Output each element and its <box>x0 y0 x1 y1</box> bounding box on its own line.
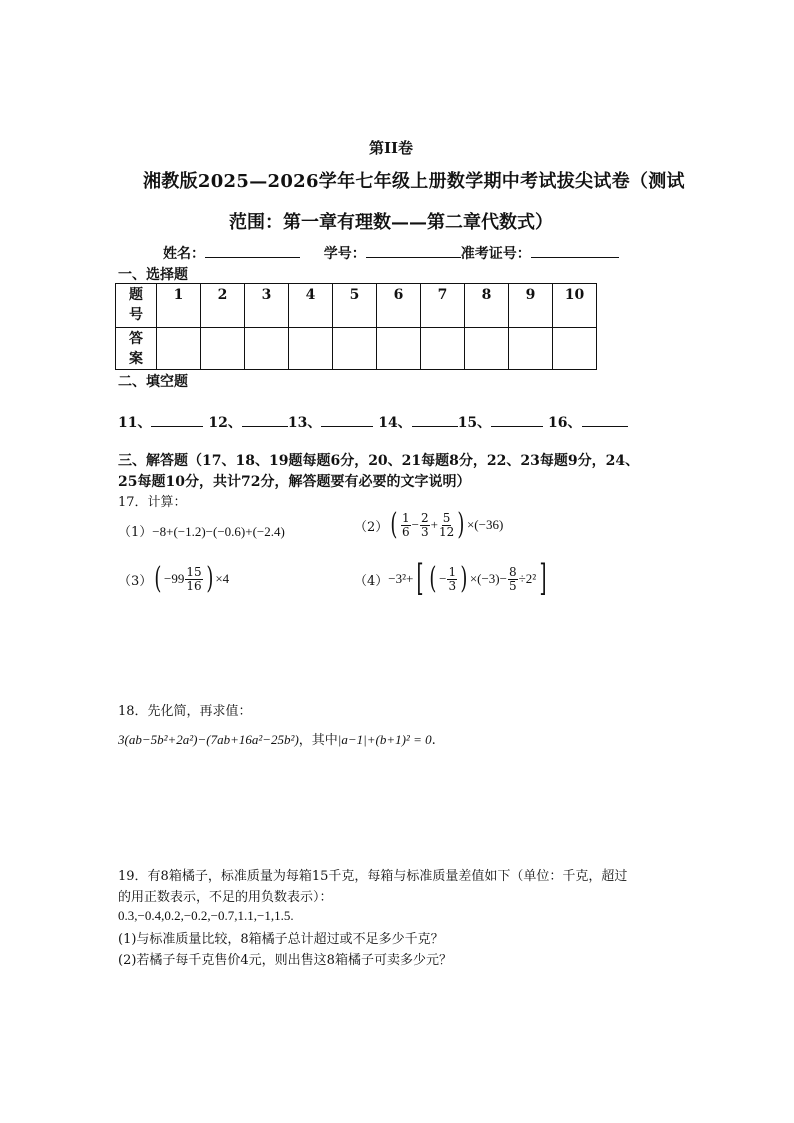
q19-sub-1: (1)与标准质量比较，8箱橘子总计超过或不足多少千克？ <box>118 932 444 947</box>
answer-cell[interactable] <box>333 328 377 370</box>
blank-label: 15、 <box>457 415 492 431</box>
q17-part-1 <box>118 521 285 540</box>
operator: − <box>411 517 419 532</box>
bracket-open: [ <box>416 558 424 599</box>
fraction: $\frac{2}{3}$ <box>420 510 429 539</box>
answer-cell[interactable] <box>245 328 289 370</box>
fraction: $\frac{1}{6}$ <box>402 510 410 539</box>
name-label: 姓名： <box>163 246 205 262</box>
q18-period: . <box>431 733 436 748</box>
operator: − <box>439 571 447 586</box>
q17-part-4 <box>354 558 550 599</box>
section-3-title-line-2: 25每题10分，共计72分，解答题要有必要的文字说明） <box>118 474 471 490</box>
question-number: 1 <box>157 284 201 328</box>
answer-cell[interactable] <box>553 328 597 370</box>
expression: −8+(−1.2)−(−0.6)+(−2.4) <box>152 524 285 539</box>
expression-head: −3²+ <box>388 571 414 586</box>
table-row <box>116 284 597 328</box>
blank-label: 11、 <box>118 415 152 431</box>
exam-no-label: 准考证号： <box>460 246 531 262</box>
q19-data: 0.3,−0.4,0.2,−0.2,−0.7,1.1,−1,1.5. <box>118 908 294 923</box>
blank-13[interactable] <box>321 412 373 427</box>
part-label: （2） <box>354 519 389 535</box>
blank-label: 16、 <box>548 415 582 431</box>
question-number: 9 <box>509 284 553 328</box>
expression-tail: ÷2² <box>518 571 537 586</box>
expression-tail: ×4 <box>215 571 230 586</box>
question-number: 6 <box>377 284 421 328</box>
q19-line-2: 的用正数表示，不足的用负数表示）： <box>118 890 333 905</box>
student-id-label: 学号： <box>323 246 366 262</box>
title-line-2: 范围：第一章有理数——第二章代数式） <box>229 212 553 233</box>
answer-cell[interactable] <box>289 328 333 370</box>
blank-label: 12、 <box>208 415 242 431</box>
question-number: 7 <box>421 284 465 328</box>
fraction: $\frac{1}{3}$ <box>448 564 457 593</box>
expression-tail: ×(−36) <box>466 517 504 532</box>
q18-condition-text: ，其中 <box>298 733 338 748</box>
blank-label: 13、 <box>287 415 322 431</box>
section-3-title-line-1: 三、解答题（17、18、19题每题6分，20、21每题8分，22、23每题9分，24、 <box>118 453 640 469</box>
paren-open: ( <box>429 561 437 596</box>
table-row <box>116 328 597 370</box>
part-label: （4） <box>354 573 389 589</box>
q18-label: 18．先化简，再求值： <box>118 704 252 719</box>
operator: + <box>430 517 438 532</box>
answer-cell[interactable] <box>421 328 465 370</box>
q17-label: 17．计算： <box>118 495 187 510</box>
blank-label: 14、 <box>378 415 412 431</box>
paren-open: ( <box>390 507 398 542</box>
paren-open: ( <box>154 561 162 596</box>
row-header-question: 题号 <box>116 284 157 328</box>
part-label: （1） <box>118 525 153 540</box>
question-number: 5 <box>333 284 377 328</box>
paren-close: ) <box>457 507 465 542</box>
answer-table <box>115 283 597 370</box>
question-number: 4 <box>289 284 333 328</box>
part-label: （3） <box>118 573 153 589</box>
paren-close: ) <box>205 561 213 596</box>
info-line <box>163 243 619 263</box>
row-header-answer: 答案 <box>116 328 157 370</box>
integer-part: −99 <box>164 571 185 586</box>
q18-condition: |a−1|+(b+1)² = 0 <box>337 732 432 747</box>
exam-no-blank[interactable] <box>531 243 619 258</box>
blank-14[interactable] <box>412 412 458 427</box>
blank-11[interactable] <box>151 412 203 427</box>
bracket-close: ] <box>539 558 547 599</box>
section-2-title: 二、填空题 <box>118 374 188 390</box>
fraction: $\frac{15}{16}$ <box>186 564 202 593</box>
question-number: 10 <box>553 284 597 328</box>
answer-cell[interactable] <box>157 328 201 370</box>
expression-mid: ×(−3)− <box>469 571 507 586</box>
fraction: $\frac{8}{5}$ <box>508 564 517 593</box>
fill-blank-line <box>118 412 628 432</box>
q19-sub-2: (2)若橘子每千克售价4元，则出售这8箱橘子可卖多少元？ <box>118 953 452 968</box>
blank-15[interactable] <box>491 412 543 427</box>
answer-cell[interactable] <box>509 328 553 370</box>
volume-label: 第II卷 <box>369 139 414 157</box>
q18-expression-line <box>118 729 436 748</box>
name-blank[interactable] <box>205 243 300 258</box>
section-1-title: 一、选择题 <box>118 267 188 283</box>
fraction: $\frac{5}{12}$ <box>438 510 455 539</box>
title-line-1: 湘教版2025—2026学年七年级上册数学期中考试拔尖试卷（测试 <box>143 171 685 192</box>
answer-cell[interactable] <box>465 328 509 370</box>
question-number: 8 <box>465 284 509 328</box>
blank-12[interactable] <box>242 412 288 427</box>
q17-part-3 <box>118 561 230 596</box>
q19-line-1: 19．有8箱橘子，标准质量为每箱15千克，每箱与标准质量差值如下（单位：千克，超过 <box>118 869 628 884</box>
answer-cell[interactable] <box>377 328 421 370</box>
q18-expression: 3(ab−5b²+2a²)−(7ab+16a²−25b²) <box>118 732 299 747</box>
q17-part-2 <box>354 507 504 542</box>
paren-close: ) <box>460 561 468 596</box>
student-id-blank[interactable] <box>366 243 461 258</box>
answer-cell[interactable] <box>201 328 245 370</box>
question-number: 3 <box>245 284 289 328</box>
blank-16[interactable] <box>582 412 628 427</box>
question-number: 2 <box>201 284 245 328</box>
